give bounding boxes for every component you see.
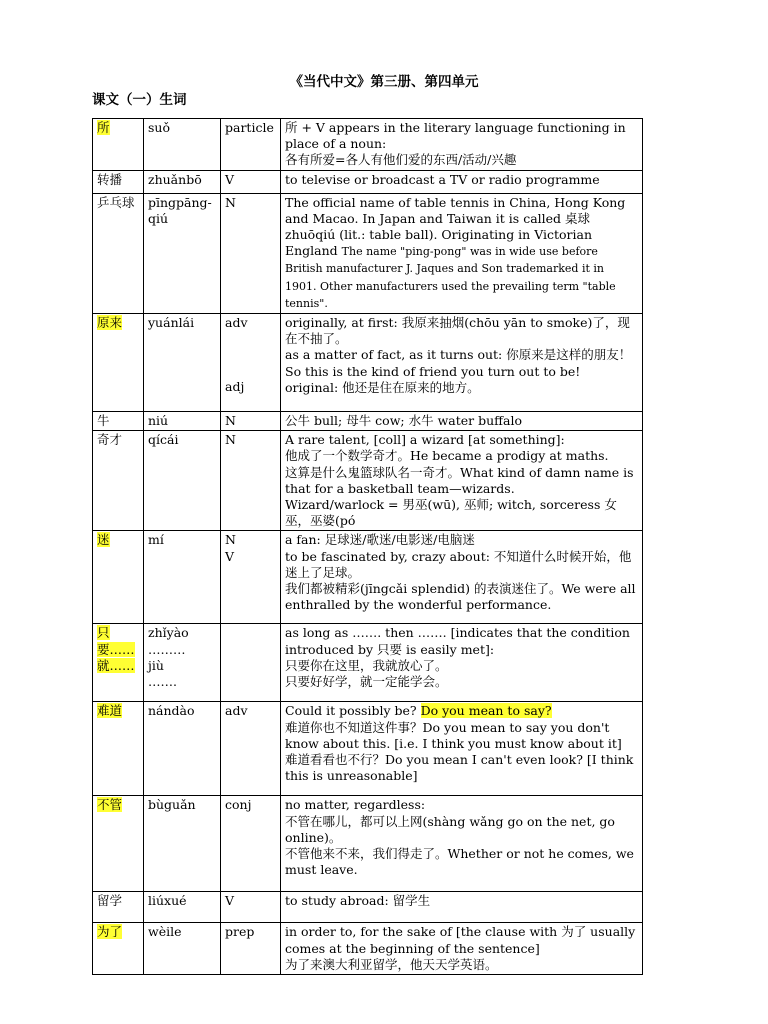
pinyin-cell [144,624,221,702]
definition-text: as a matter of fact, as it turns out: 你原来是这样的朋友！So this is the kind of friend you turn out to be! [285,347,632,379]
definition-text: 只要好好学，就一定能学会。 [285,674,448,690]
definition-cell [281,531,643,624]
part-of-speech: adj [225,379,245,395]
pos-cell [221,314,281,412]
pinyin-text: wèile [148,924,182,940]
definition-text: Could it possibly be? [285,703,421,719]
definition-text: 各有所爱=各人有他们爱的东西/活动/兴趣 [285,152,517,168]
word-cell [93,624,144,702]
definition-cell [281,431,643,531]
word-cell [93,170,144,193]
spacer [225,363,276,379]
part-of-speech: conj [225,797,252,813]
definition-line [285,413,638,429]
definition-cell [281,193,643,313]
spacer [225,625,276,641]
definition-line [285,315,638,347]
definition-cell [281,702,643,796]
pinyin-cell [144,193,221,313]
table-row [93,170,643,193]
definition-cell [281,624,643,702]
table-row [93,892,643,923]
pinyin-cell [144,431,221,531]
definition-cell [281,314,643,412]
definition-text: 所 + V appears in the literary language functioning in place of a noun: [285,120,626,152]
pos-cell [221,170,281,193]
pinyin-cell [144,702,221,796]
definition-text: original: 他还是住在原来的地方。 [285,379,480,395]
table-row [93,531,643,624]
definition-text: The official name of table tennis in China, Hong Kong and Macao. In Japan and Taiwan it is called 桌球 zhuōqiú (lit.: table ball). Originating in Victorian England [285,194,626,259]
pos-cell [221,923,281,975]
word-text: 留学 [97,893,123,909]
part-of-speech: N [225,532,236,548]
pinyin-text: ……… [148,641,186,657]
word-text: 迷 [97,532,110,548]
definition-line [285,814,638,846]
part-of-speech: N [225,413,236,429]
pinyin-cell [144,412,221,431]
pinyin-text: ……. [148,674,177,690]
word-text: 牛 [97,413,110,429]
definition-text: 不管他来不来，我们得走了。Whether or not he comes, we must leave. [285,846,634,878]
part-of-speech: V [225,548,235,564]
pinyin-text: qícái [148,432,179,448]
pinyin-cell [144,923,221,975]
vocabulary-table [92,118,643,975]
definition-text: no matter, regardless: [285,797,426,813]
definition-line [285,497,638,529]
page-title: 《当代中文》第三册、第四单元 [289,74,479,90]
definition-cell [281,796,643,892]
pinyin-text: zhǐyào [148,625,189,641]
definition-note: The name "ping-pong" was in wide use before British manufacturer J. Jaques and Son trademarked it in 1901. Other manufacturers used the prevailing term "table tennis". [285,245,616,310]
pos-cell [221,119,281,171]
word-cell [93,119,144,171]
table-row [93,923,643,975]
word-text: 只要……就…… [97,625,135,673]
definition-line [285,172,638,188]
definition-line [285,674,638,690]
spacer [225,331,276,347]
pos-cell [221,531,281,624]
definition-text: 公牛 bull; 母牛 cow; 水牛 water buffalo [285,413,522,429]
definition-text: 只要你在这里，我就放心了。 [285,657,448,673]
part-of-speech: particle [225,120,274,135]
word-text: 难道 [97,703,123,719]
definition-line [285,658,638,674]
definition-text: originally, at first: 我原来抽烟(chōu yān to smoke)了，现在不抽了。 [285,315,630,347]
pinyin-cell [144,796,221,892]
definition-line [285,703,638,719]
pinyin-text: liúxué [148,893,187,909]
word-text: 为了 [97,924,123,940]
word-cell [93,193,144,313]
definition-text: A rare talent, [coll] a wizard [at something]: [285,432,565,448]
word-text: 不管 [97,797,123,813]
pinyin-text: pīngpāng- [148,194,212,210]
word-cell [93,702,144,796]
word-text: 乒乓球 [97,194,135,210]
pinyin-text: yuánlái [148,315,195,331]
definition-text: to study abroad: 留学生 [285,893,431,909]
pinyin-text: qiú [148,210,169,226]
definition-line [285,797,638,813]
definition-text: in order to, for the sake of [the clause with 为了 usually comes at the beginning of the sentence] [285,924,636,956]
pinyin-cell [144,892,221,923]
definition-line [285,957,638,973]
definition-text: 为了来澳大利亚留学，他天天学英语。 [285,956,498,972]
pos-cell [221,412,281,431]
pinyin-cell [144,170,221,193]
pinyin-text: jiù [148,657,164,673]
definition-text: 不管在哪儿，都可以上网(shàng wǎng go on the net, go online)。 [285,813,615,845]
pos-cell [221,193,281,313]
pinyin-text: mí [148,532,164,548]
part-of-speech: V [225,893,235,909]
definition-cell [281,892,643,923]
definition-line [285,195,638,312]
word-text: 原来 [97,315,123,331]
pinyin-text: bùguǎn [148,797,196,813]
definition-text: to televise or broadcast a TV or radio programme [285,171,600,187]
table-row [93,193,643,313]
definition-text: Wizard/warlock = 男巫(wū), 巫师; witch, sorceress 女巫，巫婆(pó [285,497,617,529]
word-text: 奇才 [97,432,123,448]
part-of-speech: V [225,171,235,187]
part-of-speech: N [225,194,236,210]
highlighted-phrase: Do you mean to say? [420,703,552,719]
definition-line [285,380,638,396]
table-row [93,624,643,702]
word-cell [93,796,144,892]
part-of-speech: N [225,432,236,448]
word-cell [93,892,144,923]
definition-line [285,581,638,613]
definition-cell [281,923,643,975]
definition-line [285,120,638,152]
pinyin-text: nándào [148,703,195,719]
definition-line [285,432,638,448]
word-cell [93,412,144,431]
definition-line [285,448,638,464]
pos-cell [221,431,281,531]
section-subtitle: 课文（一）生词 [92,92,187,108]
definition-line [285,465,638,497]
part-of-speech: adv [225,703,248,719]
definition-text: 难道看看也不行？Do you mean I can't even look? [I think this is unreasonable] [285,752,634,784]
definition-line [285,625,638,657]
definition-text: 这算是什么鬼篮球队名一奇才。What kind of damn name is that for a basketball team—wizards. [285,464,634,496]
definition-text: as long as ……. then ……. [indicates that the condition introduced by 只要 is easily met]: [285,625,630,657]
definition-text: 我们都被精彩(jīngcǎi splendid) 的表演迷住了。We were all enthralled by the wonderful performance. [285,581,636,613]
definition-line [285,152,638,168]
spacer [225,347,276,363]
definition-text: 难道你也不知道这件事？Do you mean to say you don't know about this. [i.e. I think you must know about it] [285,719,622,751]
word-cell [93,923,144,975]
definition-line [285,924,638,956]
definition-line [285,532,638,548]
definition-text: a fan: 足球迷/歌迷/电影迷/电脑迷 [285,532,475,548]
definition-text: 他成了一个数学奇才。He became a prodigy at maths. [285,448,609,464]
table-row [93,702,643,796]
definition-line [285,893,638,909]
pinyin-text: zhuǎnbō [148,171,202,187]
pinyin-cell [144,531,221,624]
table-row [93,314,643,412]
table-row [93,796,643,892]
part-of-speech: prep [225,924,255,940]
definition-cell [281,412,643,431]
word-text: 转播 [97,171,123,187]
definition-line [285,720,638,752]
word-cell [93,431,144,531]
pos-cell [221,624,281,702]
table-row [93,431,643,531]
table-row [93,119,643,171]
definition-line [285,752,638,784]
part-of-speech: adv [225,315,248,331]
pinyin-cell [144,314,221,412]
pinyin-text: niú [148,413,169,429]
definition-line [285,846,638,878]
pos-cell [221,702,281,796]
table-row [93,412,643,431]
definition-cell [281,170,643,193]
definition-line [285,549,638,581]
pos-cell [221,892,281,923]
word-cell [93,314,144,412]
definition-text: to be fascinated by, crazy about: 不知道什么时候开始，他迷上了足球。 [285,548,632,580]
pinyin-text: suǒ [148,120,170,135]
word-cell [93,531,144,624]
definition-cell [281,119,643,171]
word-text: 所 [97,120,110,135]
pinyin-cell [144,119,221,171]
definition-line [285,347,638,379]
pos-cell [221,796,281,892]
